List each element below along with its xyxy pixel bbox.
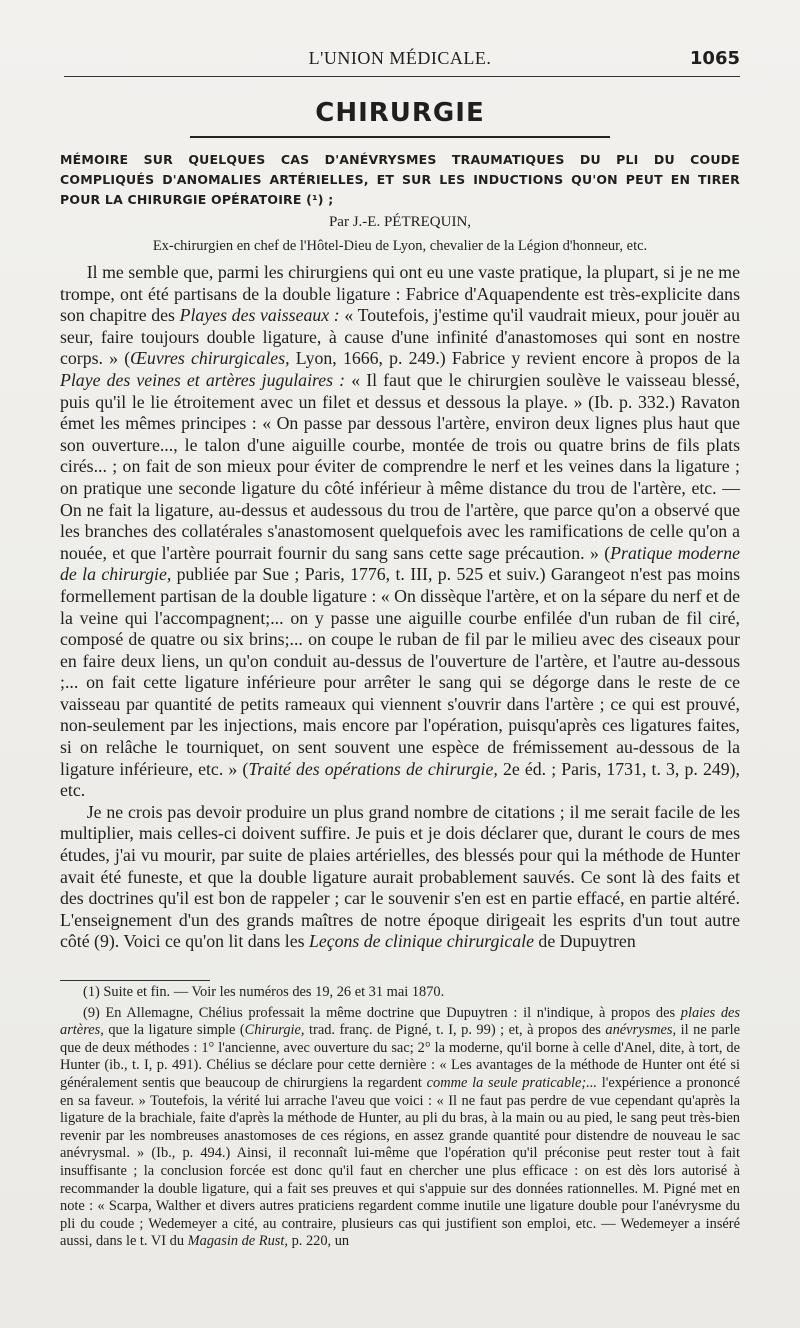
text-run: Lyon, 1666, p. 249.) Fabrice y revient encore à propos de la xyxy=(289,348,741,369)
footnotes xyxy=(60,984,740,1251)
italic-citation: plaies des artères, xyxy=(60,1004,740,1039)
text-run: Il me semble que, parmi les chirurgiens qui ont eu une vaste pratique, la plupart, si je ne me trompe, ont été partisans de la double ligature : Fabrice d'Aquapendente est très-explicite dans son chapitre des xyxy=(60,262,740,326)
italic-citation: Playes des vaisseaux : xyxy=(179,305,340,326)
italic-citation: comme la seule praticable;... xyxy=(426,1074,598,1091)
section-title-rule xyxy=(190,136,610,138)
author-byline: Par J.-E. PÉTREQUIN, xyxy=(328,214,472,230)
text-run: que la ligature simple ( xyxy=(103,1022,245,1039)
italic-citation: Playe des veines et artères jugulaires : xyxy=(60,369,346,390)
footnote-rule xyxy=(60,980,210,981)
text-run: 2e éd. ; Paris, 1731, t. 3, p. 249), etc. xyxy=(60,758,740,801)
text-run: trad. franç. de Pigné, t. I, p. 99) ; et, à propos des xyxy=(304,1022,606,1039)
journal-title: L'UNION MÉDICALE. xyxy=(308,48,492,68)
footnote-9 xyxy=(60,1005,740,1251)
running-head xyxy=(60,48,740,78)
text-run: publiée par Sue ; Paris, 1776, t. III, p. 525 et suiv.) Garangeot n'est pas moins formellement partisan de la double ligature : « On dissèque l'artère, et on la sépare du nerf et de la veine qui l'accompagnent;... on y passe une aiguille courbe enfilée d'un ruban de fil ciré, composé de quatre ou six brins;... on coupe le ruban de fil par le milieu avec des ciseaux pour en faire deux liens, un qu'on conduit au-dessus de l'ouverture de l'artère, et l'autre au-dessous ;... on fait cette ligature inférieure pour arrêter le sang qui se dégorge dans le reste de ce vaisseau par quantité de petits rameaux qui viennent s'ouvrir dans l'artère ; ce qui est prouvé, non-seulement par les injections, mais encore par l'opération, puisqu'après ces ligatures faites, si on relâche le tourniquet, on sent souvent une espèce de frémissement au-dessous de la ligature inférieure, etc. » ( xyxy=(60,564,741,779)
italic-citation: Pratique moderne de la chirurgie, xyxy=(60,542,740,585)
italic-citation: Traité des opérations de chirurgie, xyxy=(248,758,498,779)
page-number: 1065 xyxy=(689,48,740,69)
text-run: de Dupuytren xyxy=(533,931,636,952)
text-run: (9) En Allemagne, Chélius professait la même doctrine que Dupuytren : il n'indique, à propos des xyxy=(83,1004,681,1021)
text-run: l'expérience a prononcé en sa faveur. » Toutefois, la vérité lui arrache l'aveu que voici : « Il ne faut pas perdre de vue cependant qu'après la ligature de la brachiale, faite d'après la méthode de Hunter, au pli du bras, à la main ou au pied, le sang peut très-bien revenir par les nombreuses anastomoses de ces régions, en assez grande quantité pour distendre de nouveau le sac anévrysmal. » (Ib., p. 494.) Ainsi, il reconnaît lui-même que l'opération qu'il préconise peut rester tout à fait insuffisante ; la conclusion forcée est donc qu'il faut en chercher une plus efficace : on est dès lors autorisé à recommander la double ligature, qui a fait ses preuves et qui s'appuie sur des données rationnelles. M. Pigné met en note : « Scarpa, Walther et divers autres praticiens regardent comme inutile une ligature double pour l'anévrysme du pli du coude ; Wedemeyer a cité, au contraire, plusieurs cas qui justifient son emploi, etc. — Wedemeyer a inséré aussi, dans le t. VI du xyxy=(60,1074,740,1250)
article-body xyxy=(60,262,740,953)
italic-citation: anévrysmes, xyxy=(605,1022,677,1039)
italic-citation: Chirurgie, xyxy=(244,1022,305,1039)
body-paragraph-1 xyxy=(60,262,740,802)
text-run: il ne parle que de deux méthodes : 1° l'ancienne, avec ouverture du sac; 2° la moderne, qu'il borne à celle d'Anel, dite, à tort, de Hunter (ib., t. I, p. 491). Chélius se déclare pour cette dernière : « Les avantages de la méthode de Hunter ont été si généralement sentis que beaucoup de chirurgiens la regardent xyxy=(60,1022,740,1091)
text-run: p. 220, un xyxy=(287,1233,350,1250)
italic-citation: Magasin de Rust, xyxy=(187,1233,288,1250)
italic-citation: Leçons de clinique chirurgicale xyxy=(308,931,534,952)
header-rule xyxy=(64,76,740,77)
text-run: « Toutefois, j'estime qu'il vaudrait mieux, pour jouër au seur, faire toujours double ligature, à cause d'une infinité d'anastomoses qui sont en nostre corps. » ( xyxy=(60,305,741,369)
article-title: MÉMOIRE SUR QUELQUES CAS D'ANÉVRYSMES TRAUMATIQUES DU PLI DU COUDE COMPLIQUÉS D'ANOMALIES ARTÉRIELLES, ET SUR LES INDUCTIONS QU'ON PEUT EN TIRER POUR LA CHIRURGIE OPÉRATOIRE (¹) ; xyxy=(60,152,740,207)
italic-citation: Œuvres chirurgicales, xyxy=(130,348,290,369)
footnote-1: (1) Suite et fin. — Voir les numéros des 19, 26 et 31 mai 1870. xyxy=(83,984,445,1000)
text-run: Je ne crois pas devoir produire un plus grand nombre de citations ; il me serait facile de les multiplier, mais celles-ci doivent suffire. Je puis et je dois déclarer que, durant le cours de mes études, j'ai vu mourir, par suite de plaies artérielles, des blessés pour qui la méthode de Hunter avait été funeste, et que la double ligature aurait probablement sauvés. Ce sont là des faits et des doctrines qu'il est bon de rappeler ; car le souvenir s'en est en partie effacé, en partie altéré. L'enseignement d'un des grands maîtres de notre époque dirigeait les esprits d'un tout autre côté (9). Voici ce qu'on lit dans les xyxy=(60,801,740,952)
text-run: « Il faut que le chirurgien soulève le vaisseau blessé, puis qu'il le lie étroitement avec un filet et dessus et dessous la playe. » (Ib. p. 332.) Ravaton émet les mêmes principes : « On passe par dessous l'artère, environ deux lignes plus haut que son ouverture..., le talon d'une aiguille courbe, montée de trois ou quatre brins de fils plats cirés... ; on fait de son mieux pour éviter de comprendre le nerf et les veines dans la ligature ; on pratique une seconde ligature du côté inférieur à même distance du trou de l'artère, etc. — On ne fait la ligature, au-dessus et audessous du trou de l'artère, que parce qu'on a observé que les branches des collatérales s'anastomosent quelquefois avec les ramifications de celle qu'on a nouée, et que l'artère pourrait fournir du sang sans cette sage précaution. » ( xyxy=(60,369,741,563)
section-title: CHIRURGIE xyxy=(315,98,485,128)
body-paragraph-2 xyxy=(60,802,740,953)
author-affiliation: Ex-chirurgien en chef de l'Hôtel-Dieu de Lyon, chevalier de la Légion d'honneur, etc. xyxy=(152,238,648,254)
